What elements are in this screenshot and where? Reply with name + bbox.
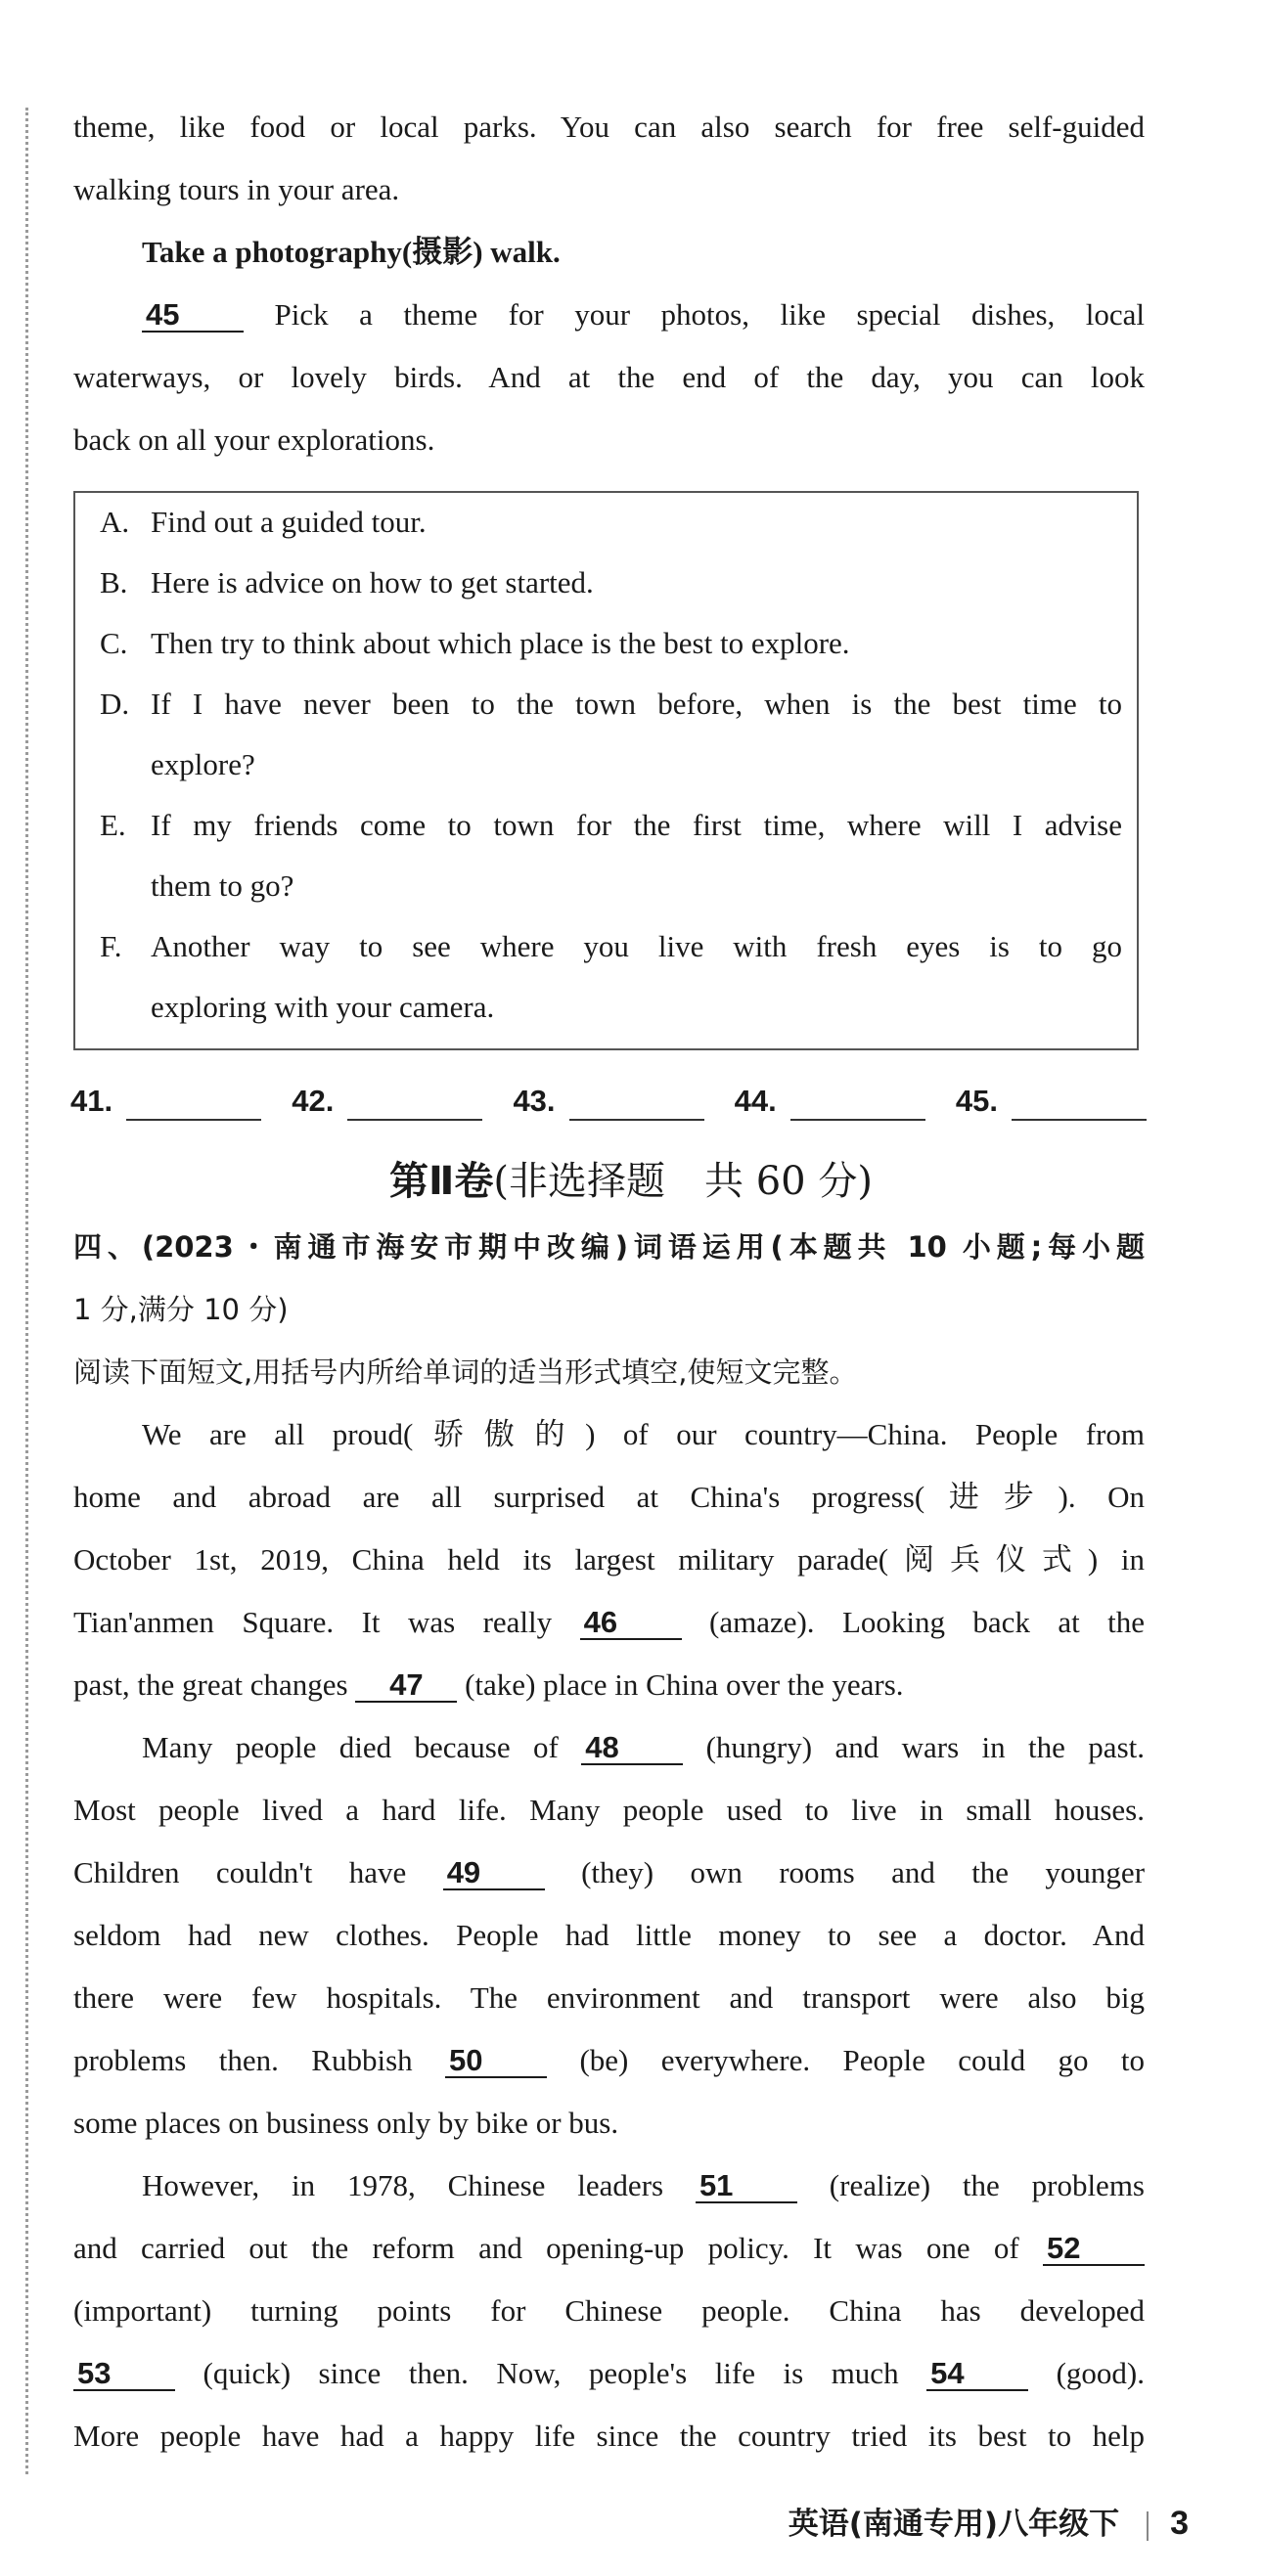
- option-text: Then try to think about which place is the best to explore.: [151, 626, 850, 660]
- passage-heading: Take a photography(摄影) walk.: [142, 235, 561, 269]
- option-letter: A.: [100, 505, 130, 539]
- passage-text: (good).: [1056, 2356, 1146, 2390]
- passage-line: some places on business only by bike or bus.: [73, 2106, 619, 2140]
- option-text: Find out a guided tour.: [151, 505, 427, 539]
- blank-46[interactable]: 46: [580, 1607, 682, 1640]
- passage-text: (they) own rooms and the younger: [581, 1855, 1146, 1889]
- passage-line: [73, 2229, 1145, 2268]
- answer-label: 45.: [955, 1084, 998, 1118]
- passage-line: (important) turning points for Chinese people. China has developed: [73, 2293, 1145, 2328]
- passage-line: home and abroad are all surprised at China's progress(进步). On: [73, 1480, 1145, 1514]
- passage-text: Tian'anmen Square. It was really: [73, 1605, 553, 1639]
- blank-49[interactable]: 49: [443, 1857, 545, 1890]
- option-d: [100, 685, 1122, 724]
- footer-divider: [1147, 2511, 1149, 2541]
- blank-52[interactable]: 52: [1043, 2233, 1145, 2266]
- answer-item-45: [956, 1082, 1147, 1121]
- passage-text: Children couldn't have: [73, 1855, 407, 1889]
- option-text: Here is advice on how to get started.: [151, 565, 594, 600]
- option-text: If I have never been to the town before, when is the best time to: [151, 687, 1122, 721]
- option-a: [100, 503, 1122, 542]
- blank-47[interactable]: 47: [355, 1669, 457, 1703]
- answer-label: 43.: [513, 1084, 556, 1118]
- option-letter: F.: [100, 929, 122, 963]
- part4-heading-cont: 1 分,满分 10 分): [73, 1293, 289, 1326]
- option-f: [100, 927, 1122, 966]
- option-d-cont: explore?: [151, 747, 255, 781]
- footer-label: 英语(南通专用)八年级下: [788, 2507, 1120, 2542]
- blank-50[interactable]: 50: [445, 2045, 547, 2078]
- passage-line: [73, 2041, 1145, 2080]
- section-title-sub: (非选择题 共 60 分): [493, 1159, 873, 1204]
- binding-dotted-line: [25, 108, 28, 2474]
- answer-row: [70, 1082, 1147, 1121]
- passage-line: back on all your explorations.: [73, 422, 435, 457]
- passage-text: (amaze). Looking back at the: [709, 1605, 1146, 1639]
- blank-45[interactable]: 45: [142, 299, 244, 333]
- passage-line: We are all proud(骄傲的) of our country—China. People from: [142, 1417, 1145, 1451]
- passage-line: [142, 295, 1145, 334]
- part4-heading: 四、(2023・南通市海安市期中改编)词语运用(本题共 10 小题;每小题: [73, 1230, 1145, 1264]
- passage-text: (take) place in China over the years.: [465, 1667, 904, 1702]
- option-text: Another way to see where you live with fresh eyes is to go: [151, 929, 1122, 963]
- answer-label: 41.: [70, 1084, 113, 1118]
- answer-label: 42.: [292, 1084, 335, 1118]
- answer-item-44: [735, 1082, 925, 1121]
- page-footer: [789, 2504, 1189, 2544]
- option-letter: B.: [100, 565, 128, 600]
- blank-54[interactable]: 54: [926, 2358, 1028, 2391]
- option-letter: D.: [100, 687, 130, 721]
- answer-blank[interactable]: [126, 1095, 261, 1121]
- passage-text: (hungry) and wars in the past.: [705, 1730, 1145, 1764]
- passage-line: [73, 1666, 1145, 1705]
- answer-label: 44.: [734, 1084, 777, 1118]
- option-b: [100, 563, 1122, 602]
- page-number: 3: [1170, 2505, 1189, 2542]
- passage-line: More people have had a happy life since the country tried its best to help: [73, 2419, 1145, 2453]
- passage-text: (quick) since then. Now, people's life is much: [203, 2356, 899, 2390]
- passage-line: waterways, or lovely birds. And at the end of the day, you can look: [73, 360, 1145, 394]
- passage-line: [142, 1728, 1145, 1767]
- blank-51[interactable]: 51: [696, 2170, 797, 2203]
- passage-text: and carried out the reform and opening-up policy. It was one of: [73, 2231, 1019, 2265]
- answer-blank[interactable]: [569, 1095, 704, 1121]
- part4-instruction: 阅读下面短文,用括号内所给单词的适当形式填空,使短文完整。: [73, 1355, 858, 1389]
- passage-text: past, the great changes: [73, 1667, 348, 1702]
- passage-line: [73, 1853, 1145, 1892]
- passage-text: Many people died because of: [142, 1730, 559, 1764]
- passage-line: October 1st, 2019, China held its largest military parade(阅兵仪式) in: [73, 1542, 1145, 1577]
- section-title-main: 第Ⅱ卷: [389, 1159, 494, 1204]
- answer-blank[interactable]: [790, 1095, 925, 1121]
- passage-line: walking tours in your area.: [73, 172, 400, 206]
- passage-line: [73, 1603, 1145, 1642]
- passage-line: there were few hospitals. The environment and transport were also big: [73, 1980, 1145, 2015]
- passage-line: seldom had new clothes. People had little money to see a doctor. And: [73, 1918, 1145, 1952]
- passage-line: Most people lived a hard life. Many people used to live in small houses.: [73, 1793, 1145, 1827]
- blank-48[interactable]: 48: [581, 1732, 683, 1765]
- passage-text: (realize) the problems: [829, 2168, 1145, 2202]
- passage-text: However, in 1978, Chinese leaders: [142, 2168, 664, 2202]
- answer-item-42: [292, 1082, 482, 1121]
- passage-text: (be) everywhere. People could go to: [579, 2043, 1146, 2077]
- option-letter: E.: [100, 808, 126, 842]
- answer-blank[interactable]: [1012, 1095, 1147, 1121]
- passage-line: [73, 2354, 1145, 2393]
- answer-item-41: [70, 1082, 261, 1121]
- options-box: [73, 491, 1139, 1050]
- blank-53[interactable]: 53: [73, 2358, 175, 2391]
- passage-text: Pick a theme for your photos, like special dishes, local: [274, 297, 1146, 332]
- passage-line: theme, like food or local parks. You can also search for free self-guided: [73, 110, 1145, 144]
- answer-item-43: [513, 1082, 703, 1121]
- section-title: [0, 1154, 1262, 1209]
- answer-blank[interactable]: [347, 1095, 482, 1121]
- option-c: [100, 624, 1122, 663]
- option-f-cont: exploring with your camera.: [151, 990, 495, 1024]
- passage-line: [142, 2166, 1145, 2205]
- option-e: [100, 806, 1122, 845]
- passage-text: problems then. Rubbish: [73, 2043, 413, 2077]
- option-e-cont: them to go?: [151, 868, 294, 903]
- option-letter: C.: [100, 626, 128, 660]
- option-text: If my friends come to town for the first time, where will I advise: [151, 808, 1122, 842]
